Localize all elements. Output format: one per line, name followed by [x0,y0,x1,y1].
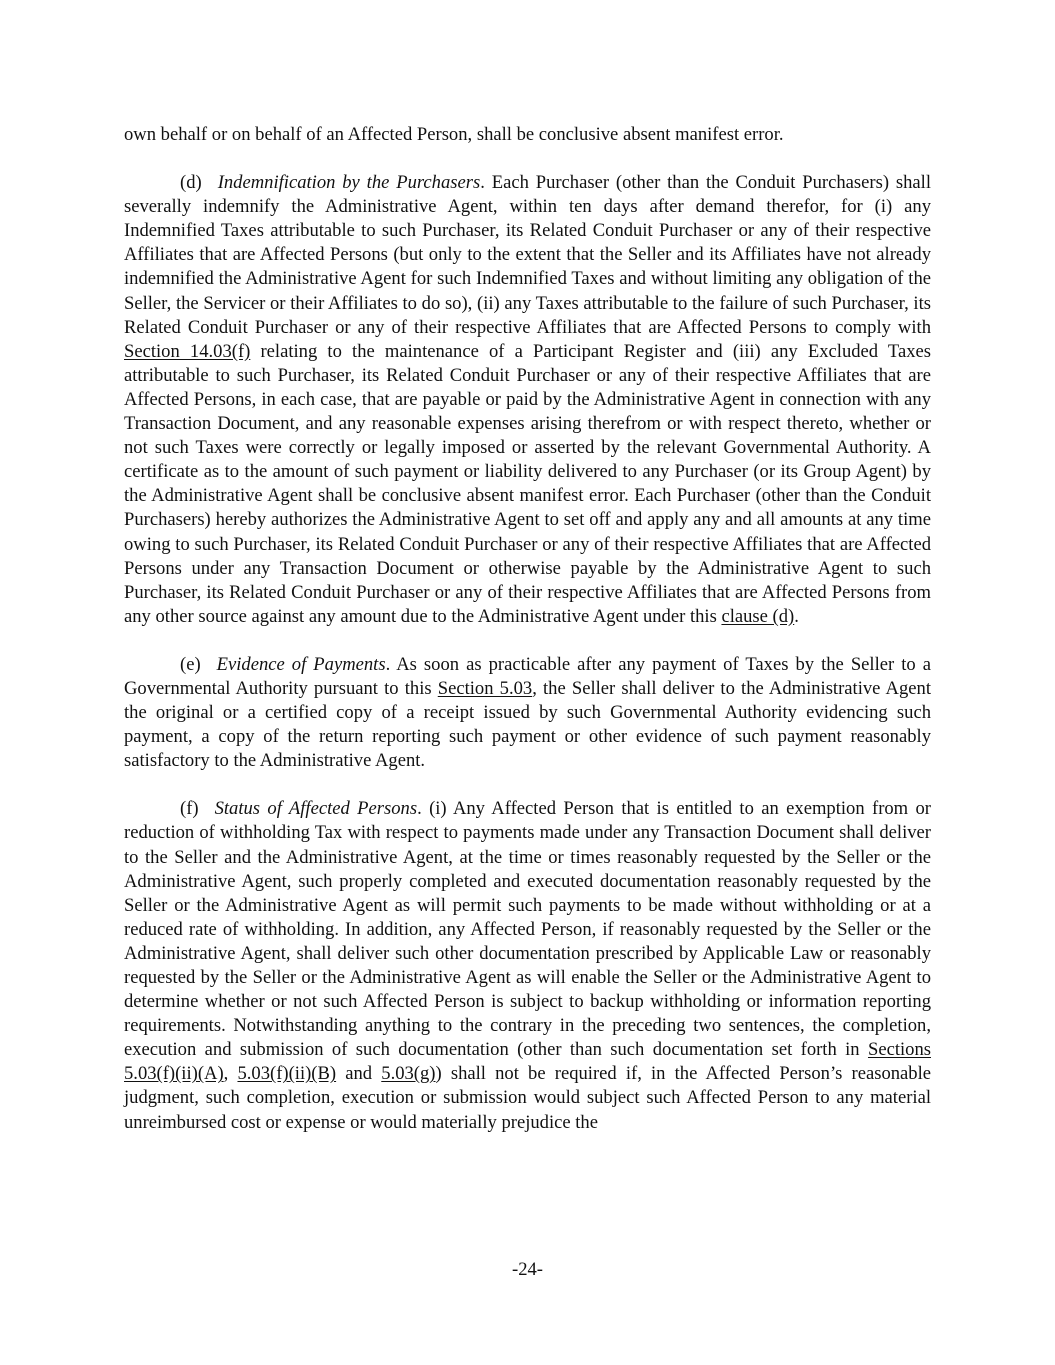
section-f-text-1: . (i) Any Affected Person that is entitled to an exemption from or reduction of withholding Tax with respect to payments made under any Transaction Document shall deliver to the Seller and the Administrative Agent, at the time or times reasonably requested by the Seller or the Administrative Agent, such properly completed and executed documentation reasonably requested by the Seller or the Administrative Agent as will permit such payments to be made without withholding or at a reduced rate of withholding. In addition, any Affected Person, if reasonably requested by the Seller or the Administrative Agent, shall deliver such other documentation prescribed by Applicable Law or reasonably requested by the Seller or the Administrative Agent as will enable the Seller or the Administrative Agent to determine whether or not such Affected Person is subject to backup withholding or information reporting requirements. Notwithstanding anything to the contrary in the preceding two sentences, the completion, execution and submission of such documentation (other than such documentation set forth in [124,798,931,1061]
section-d-label: (d) [180,172,202,194]
section-e-label: (e) [180,653,201,675]
continuation-text: own behalf or on behalf of an Affected Person, shall be conclusive absent manifest error. [124,124,784,145]
section-f-cross-reference-2: 5.03(f)(ii)(B) [237,1063,337,1085]
section-f-text-4: ) shall not be required if, in the Affected Person’s reasonable judgment, such completion, execution or submission would subject such Affected Person to any material unreimbursed cost or expense or would materially prejudice the [124,1063,932,1133]
section-e-paragraph [124,653,931,773]
page-number: -24- [512,1259,543,1280]
section-d-text-1: . Each Purchaser (other than the Conduit Purchasers) shall severally indemnify the Administrative Agent, within ten days after demand therefor, for (i) any Indemnified Taxes attributable to such Purchaser, its Related Conduit Purchaser or any of their respective Affiliates that are Affected Persons (but only to the extent that the Seller and its Affiliates have not already indemnified the Administrative Agent for such Indemnified Taxes and without limiting any obligation of the Seller, the Servicer or their Affiliates to do so), (ii) any Taxes attributable to the failure of such Purchaser, its Related Conduit Purchaser or any of their respective Affiliates that are Affected Persons to comply with [124,172,931,338]
section-e-text-2: , the Seller shall deliver to the Administrative Agent the original or a certified copy of a receipt issued by such Governmental Authority evidencing such payment, a copy of the return reporting such payment or other evidence of such payment reasonably satisfactory to the Administrative Agent. [124,677,931,772]
section-d-cross-reference-2: clause (d) [721,605,795,627]
section-e-heading: Evidence of Payments [216,653,386,675]
section-f-heading: Status of Affected Persons [214,798,418,820]
section-d-heading: Indemnification by the Purchasers [217,172,481,194]
section-d-text-2: relating to the maintenance of a Participant Register and (iii) any Excluded Taxes attributable to such Purchaser, its Related Conduit Purchaser or any of their respective Affiliates that are Affected Persons, in each case, that are payable or paid by the Administrative Agent in connection with any Transaction Document, and any reasonable expenses arising therefrom or with respect thereto, whether or not such Taxes were correctly or legally imposed or asserted by the relevant Governmental Authority. A certificate as to the amount of such payment or liability delivered to any Purchaser (or its Group Agent) by the Administrative Agent shall be conclusive absent manifest error. Each Purchaser (other than the Conduit Purchasers) hereby authorizes the Administrative Agent to set off and apply any and all amounts at any time owing to such Purchaser, its Related Conduit Purchaser or any of their respective Affiliates that are Affected Persons under any Transaction Document or otherwise payable by the Administrative Agent to such Purchaser, its Related Conduit Purchaser or any of their respective Affiliates that are Affected Persons from any other source against any amount due to the Administrative Agent under this [124,340,931,627]
section-f-label: (f) [180,798,199,820]
section-d-cross-reference-1: Section 14.03(f) [124,340,251,362]
section-f-cross-reference-3: 5.03(g) [381,1063,436,1085]
document-body [124,123,931,1135]
section-d-text-3: . [794,605,799,627]
section-f-paragraph [124,797,931,1134]
section-f-cross-reference-1: Sections 5.03(f)(ii)(A) [124,1039,931,1085]
section-e-text-1: . As soon as practicable after any payment of Taxes by the Seller to a Governmental Authority pursuant to this [124,653,931,699]
section-d-paragraph [124,171,931,629]
section-e-cross-reference-1: Section 5.03 [437,677,533,699]
section-f-text-2: , [223,1063,238,1085]
continuation-paragraph [124,123,931,147]
section-f-text-3: and [336,1063,382,1085]
